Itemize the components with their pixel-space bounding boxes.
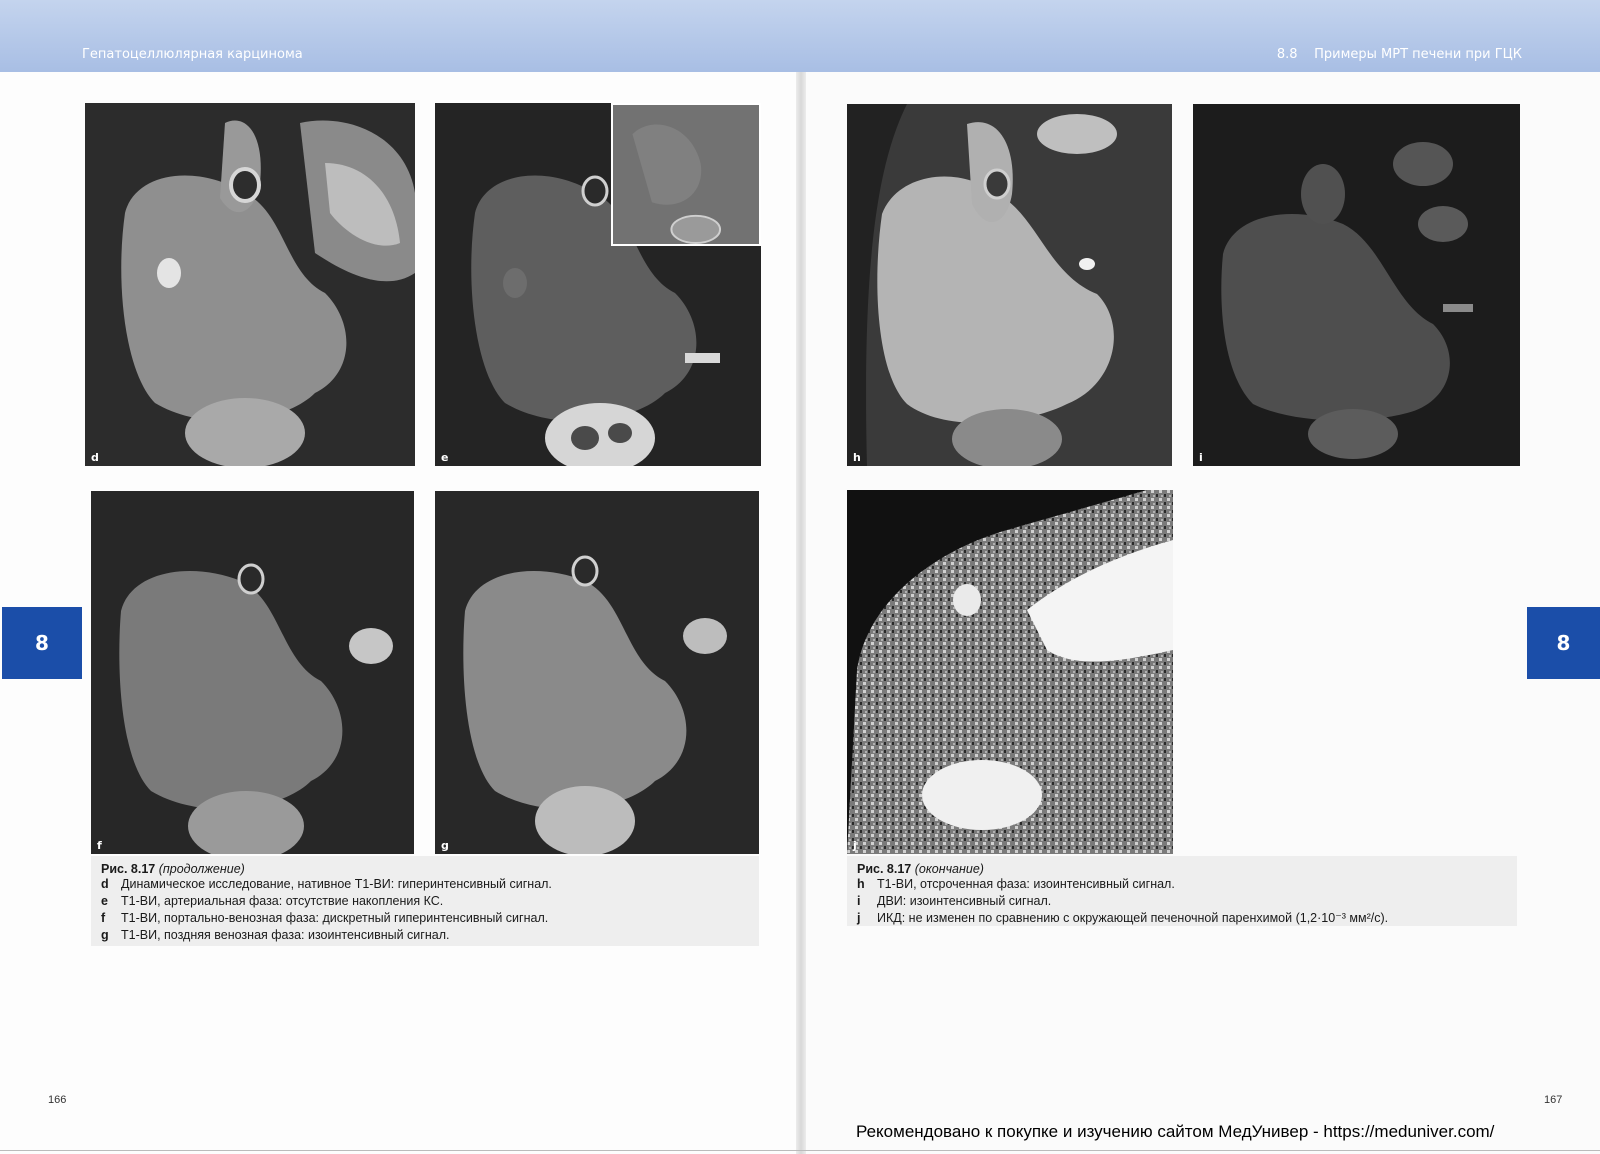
book-gutter bbox=[796, 0, 806, 1154]
caption-item-text: Т1-ВИ, поздняя венозная фаза: изоинтенсивный сигнал. bbox=[121, 928, 450, 942]
caption-item-letter: i bbox=[857, 894, 861, 908]
mri-panel-h bbox=[847, 104, 1172, 466]
caption-item bbox=[857, 893, 1509, 910]
panel-label-h: h bbox=[853, 451, 861, 464]
panel-label-e: e bbox=[441, 451, 449, 464]
caption-item-letter: d bbox=[101, 877, 109, 891]
caption-item bbox=[101, 893, 751, 910]
left-chapter-tab: 8 bbox=[2, 607, 82, 679]
caption-title-left bbox=[101, 862, 751, 876]
right-running-head: 8.8 Примеры МРТ печени при ГЦК bbox=[1276, 47, 1522, 62]
caption-item-letter: g bbox=[101, 928, 109, 942]
caption-item-letter: h bbox=[857, 877, 865, 891]
caption-title-note: (окончание) bbox=[914, 862, 984, 876]
mri-panel-j bbox=[847, 490, 1173, 854]
caption-item bbox=[101, 927, 751, 944]
left-running-head: Гепатоцеллюлярная карцинома bbox=[82, 47, 303, 62]
caption-item bbox=[857, 910, 1509, 927]
panel-label-d: d bbox=[91, 451, 99, 464]
page-number-right: 167 bbox=[1544, 1094, 1563, 1106]
right-chapter-tab: 8 bbox=[1527, 607, 1600, 679]
mri-panel-d bbox=[85, 103, 415, 466]
panel-label-i: i bbox=[1199, 451, 1203, 464]
mri-panel-i bbox=[1193, 104, 1520, 466]
right-page-bottom-edge bbox=[800, 1150, 1600, 1151]
mri-panel-g bbox=[435, 491, 759, 854]
caption-item-text: Динамическое исследование, нативное Т1-ВИ: гиперинтенсивный сигнал. bbox=[121, 877, 552, 891]
figure-caption-left bbox=[91, 856, 759, 946]
mri-panel-f bbox=[91, 491, 414, 854]
left-page-bottom-edge bbox=[0, 1150, 800, 1151]
caption-item bbox=[101, 910, 751, 927]
caption-title-text: Рис. 8.17 bbox=[101, 862, 156, 876]
caption-item-text: Т1-ВИ, портально-венозная фаза: дискретный гиперинтенсивный сигнал. bbox=[121, 911, 549, 925]
caption-item bbox=[857, 876, 1509, 893]
caption-item bbox=[101, 876, 751, 893]
panel-label-g: g bbox=[441, 839, 449, 852]
caption-item-text: Т1-ВИ, артериальная фаза: отсутствие накопления КС. bbox=[121, 894, 444, 908]
caption-item-letter: e bbox=[101, 894, 108, 908]
caption-item-letter: j bbox=[857, 911, 861, 925]
panel-label-f: f bbox=[97, 839, 102, 852]
caption-title-right bbox=[857, 862, 1509, 876]
page-number-left: 166 bbox=[48, 1094, 67, 1106]
caption-item-letter: f bbox=[101, 911, 106, 925]
caption-title-text: Рис. 8.17 bbox=[857, 862, 912, 876]
caption-item-text: ДВИ: изоинтенсивный сигнал. bbox=[877, 894, 1052, 908]
caption-item-text: ИКД: не изменен по сравнению с окружающей печеночной паренхимой (1,2·10⁻³ мм²/с). bbox=[877, 911, 1389, 925]
caption-item-text: Т1-ВИ, отсроченная фаза: изоинтенсивный сигнал. bbox=[877, 877, 1175, 891]
mri-inset-e bbox=[611, 103, 761, 246]
caption-title-note: (продолжение) bbox=[158, 862, 245, 876]
panel-label-j: j bbox=[853, 839, 857, 852]
figure-caption-right bbox=[847, 856, 1517, 926]
recommendation-footer: Рекомендовано к покупке и изучению сайтом МедУнивер - https://meduniver.com/ bbox=[856, 1122, 1495, 1141]
